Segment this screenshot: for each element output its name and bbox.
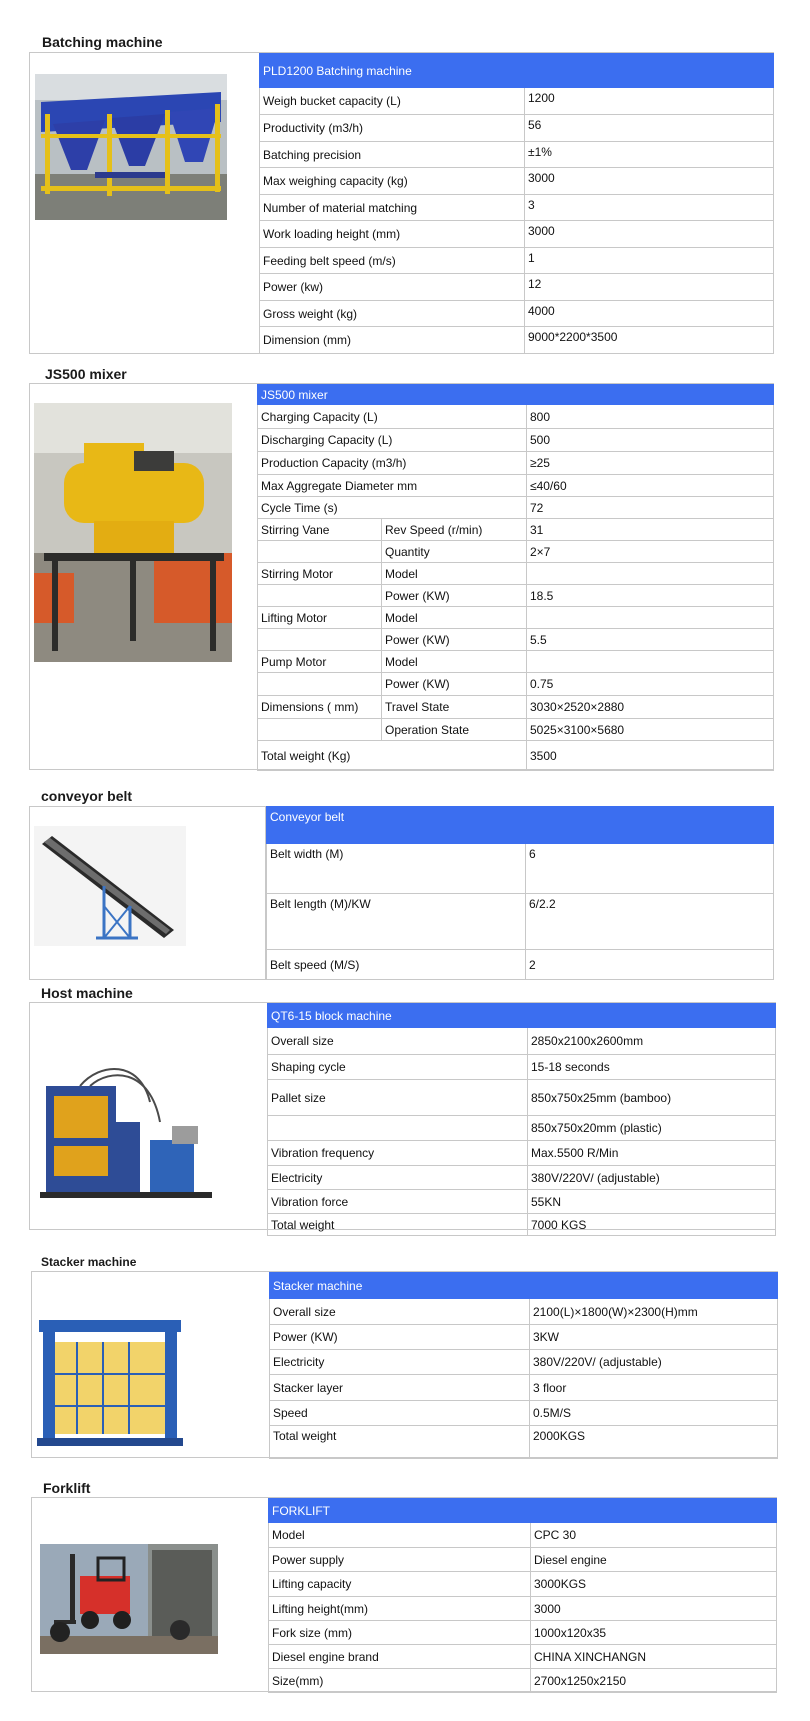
table-row [270,1401,778,1426]
table-row [258,475,774,497]
table-cell: Max weighing capacity (kg) [260,168,525,195]
table-cell [268,1116,528,1141]
table-row [260,327,774,354]
js500-mixer-photo [34,403,232,662]
table-cell: 2000KGS [530,1426,778,1459]
table-row [268,1166,776,1190]
table-row [258,719,774,741]
table-cell: Operation State [382,719,527,741]
host-spec-table [267,1003,776,1236]
table-cell: 850x750x20mm (plastic) [528,1116,776,1141]
table-cell: Power (KW) [270,1325,530,1350]
table-row [269,1548,777,1572]
table-cell: Size(mm) [269,1669,531,1693]
table-cell: Dimension (mm) [260,327,525,354]
table-cell: 31 [527,519,774,541]
table-cell: Power supply [269,1548,531,1572]
table-cell: Vibration frequency [268,1141,528,1166]
host-table-header: QT6-15 block machine [268,1004,776,1028]
table-cell: Model [269,1523,531,1548]
section-title-conveyor: conveyor belt [41,788,133,804]
table-cell [258,585,382,607]
table-cell: Stirring Motor [258,563,382,585]
table-row [258,519,774,541]
table-cell: Stirring Vane [258,519,382,541]
table-cell: Total weight [268,1214,528,1236]
table-cell: Quantity [382,541,527,563]
table-cell: 2850x2100x2600mm [528,1028,776,1055]
table-cell: 3KW [530,1325,778,1350]
forklift-table-header: FORKLIFT [269,1499,777,1523]
table-cell [527,607,774,629]
table-row [269,1645,777,1669]
table-cell: 5.5 [527,629,774,651]
table-cell: Shaping cycle [268,1055,528,1080]
table-cell: Total weight [270,1426,530,1459]
table-cell: 15-18 seconds [528,1055,776,1080]
table-cell: Power (KW) [382,585,527,607]
table-cell [258,629,382,651]
table-row [258,696,774,719]
table-cell: Max.5500 R/Min [528,1141,776,1166]
table-row [269,1621,777,1645]
table-cell: 9000*2200*3500 [525,327,774,354]
table-cell: Weigh bucket capacity (L) [260,88,525,115]
table-row [260,142,774,168]
table-row [269,1523,777,1548]
table-cell: 850x750x25mm (bamboo) [528,1080,776,1116]
block-machine-photo [40,1062,212,1204]
table-row [269,1669,777,1693]
table-cell: 3000 [531,1597,777,1621]
table-row [258,452,774,475]
table-cell: 72 [527,497,774,519]
mixer-spec-table [257,384,774,771]
table-cell [258,541,382,563]
table-cell: Charging Capacity (L) [258,405,527,429]
table-cell: Discharging Capacity (L) [258,429,527,452]
table-cell: Model [382,563,527,585]
table-cell: Productivity (m3/h) [260,115,525,142]
table-row [269,1572,777,1597]
table-cell: 56 [525,115,774,142]
table-row [268,1141,776,1166]
table-row [260,195,774,221]
table-cell: 6 [526,844,774,894]
table-cell: Model [382,607,527,629]
table-cell: 1 [525,248,774,274]
stacker-machine-photo [37,1314,183,1449]
table-cell: 2×7 [527,541,774,563]
mixer-table-header: JS500 mixer [258,385,774,405]
table-cell: 1000x120x35 [531,1621,777,1645]
table-cell: Max Aggregate Diameter mm [258,475,527,497]
table-row [260,88,774,115]
table-cell: Cycle Time (s) [258,497,527,519]
table-row [270,1375,778,1401]
table-cell: CHINA XINCHANGN [531,1645,777,1669]
table-row [270,1325,778,1350]
section-title-batching: Batching machine [42,34,163,50]
table-cell: Travel State [382,696,527,719]
forklift-photo [40,1544,218,1654]
table-cell: Total weight (Kg) [258,741,527,771]
section-title-stacker: Stacker machine [41,1255,137,1269]
table-cell: Batching precision [260,142,525,168]
conveyor-spec-table [266,806,774,980]
table-cell: Overall size [270,1299,530,1325]
table-row [260,301,774,327]
table-row [260,248,774,274]
table-row [258,673,774,696]
section-title-forklift: Forklift [43,1480,91,1496]
table-cell: 3500 [527,741,774,771]
conveyor-table-header: Conveyor belt [267,807,774,844]
table-cell: Power (KW) [382,629,527,651]
table-cell: ≥25 [527,452,774,475]
table-cell: CPC 30 [531,1523,777,1548]
table-cell [527,651,774,673]
table-cell: Vibration force [268,1190,528,1214]
table-row [260,168,774,195]
table-cell: 0.5M/S [530,1401,778,1426]
table-cell: 1200 [525,88,774,115]
section-title-mixer: JS500 mixer [45,366,127,382]
table-row [268,1190,776,1214]
table-cell: Rev Speed (r/min) [382,519,527,541]
table-cell: Diesel engine brand [269,1645,531,1669]
table-row [269,1597,777,1621]
table-cell: 3 [525,195,774,221]
table-row [258,429,774,452]
table-row [270,1299,778,1325]
table-row [268,1028,776,1055]
table-cell: Dimensions ( mm) [258,696,382,719]
table-row [267,894,774,950]
table-cell: Stacker layer [270,1375,530,1401]
table-row [258,585,774,607]
table-cell: 12 [525,274,774,301]
table-cell: Pump Motor [258,651,382,673]
table-cell [258,673,382,696]
table-cell: Electricity [268,1166,528,1190]
table-cell: Lifting capacity [269,1572,531,1597]
table-cell: 380V/220V/ (adjustable) [530,1350,778,1375]
batching-machine-photo [35,74,227,220]
table-cell: Model [382,651,527,673]
table-cell: Overall size [268,1028,528,1055]
table-row [267,950,774,980]
table-cell: 3000 [525,221,774,248]
table-cell: 5025×3100×5680 [527,719,774,741]
table-row [268,1214,776,1236]
table-row [268,1080,776,1116]
conveyor-belt-photo [34,826,186,946]
table-cell: 0.75 [527,673,774,696]
table-row [260,274,774,301]
table-row [258,497,774,519]
table-row [258,541,774,563]
table-cell: Production Capacity (m3/h) [258,452,527,475]
forklift-spec-table [268,1498,777,1693]
table-cell: Electricity [270,1350,530,1375]
table-row [258,629,774,651]
table-cell: Diesel engine [531,1548,777,1572]
table-row [270,1426,778,1459]
table-cell: 2700x1250x2150 [531,1669,777,1693]
table-cell: Power (KW) [382,673,527,696]
table-row [258,405,774,429]
table-cell: Lifting Motor [258,607,382,629]
table-cell: ≤40/60 [527,475,774,497]
table-cell: 500 [527,429,774,452]
table-cell: 3000 [525,168,774,195]
table-cell: Belt length (M)/KW [267,894,526,950]
stacker-spec-table [269,1272,778,1459]
batching-table-header: PLD1200 Batching machine [260,54,774,88]
table-cell: 3 floor [530,1375,778,1401]
table-row [258,741,774,771]
table-cell: Fork size (mm) [269,1621,531,1645]
table-cell: 7000 KGS [528,1214,776,1236]
table-cell: Belt width (M) [267,844,526,894]
table-row [270,1350,778,1375]
table-cell: 2100(L)×1800(W)×2300(H)mm [530,1299,778,1325]
section-title-host: Host machine [41,985,133,1001]
table-row [268,1055,776,1080]
table-cell [258,719,382,741]
table-row [258,563,774,585]
table-cell: Feeding belt speed (m/s) [260,248,525,274]
table-cell: Work loading height (mm) [260,221,525,248]
table-cell: 6/2.2 [526,894,774,950]
table-cell: 4000 [525,301,774,327]
table-cell: 55KN [528,1190,776,1214]
table-cell: Number of material matching [260,195,525,221]
table-cell: 18.5 [527,585,774,607]
table-cell: Pallet size [268,1080,528,1116]
table-cell: Power (kw) [260,274,525,301]
table-cell: ±1% [525,142,774,168]
table-cell: Belt speed (M/S) [267,950,526,980]
table-cell [527,563,774,585]
table-cell: 3030×2520×2880 [527,696,774,719]
table-cell: Lifting height(mm) [269,1597,531,1621]
table-cell: Gross weight (kg) [260,301,525,327]
table-cell: 380V/220V/ (adjustable) [528,1166,776,1190]
table-cell: Speed [270,1401,530,1426]
table-cell: 800 [527,405,774,429]
table-row [258,607,774,629]
table-row [260,221,774,248]
batching-spec-table [259,53,774,354]
table-row [258,651,774,673]
stacker-table-header: Stacker machine [270,1273,778,1299]
table-cell: 3000KGS [531,1572,777,1597]
table-row [268,1116,776,1141]
table-row [267,844,774,894]
table-cell: 2 [526,950,774,980]
table-row [260,115,774,142]
